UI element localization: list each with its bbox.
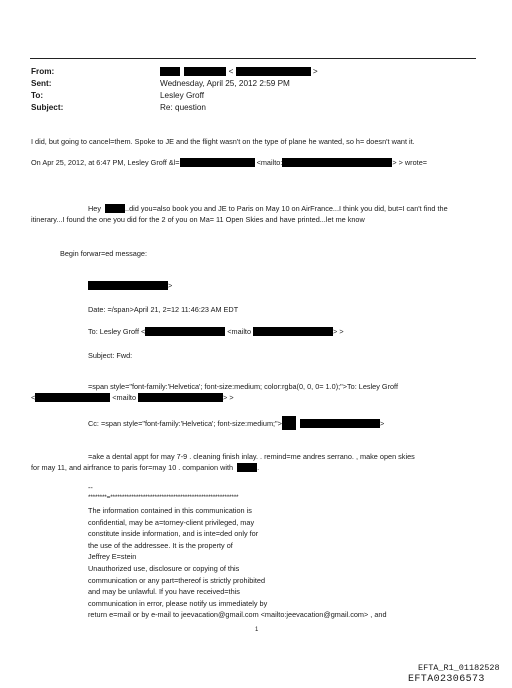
span-line-2-lt: < — [31, 393, 36, 402]
redaction-block — [105, 204, 125, 213]
from-lt: < — [228, 67, 234, 76]
dental-line-2: for may 11, and airfrance to paris for=may 10 . companion with . — [31, 463, 260, 472]
redaction-block — [237, 463, 257, 472]
confidentiality-notice — [88, 505, 448, 621]
span-line-2-mailto: <mailto — [112, 393, 137, 402]
hey-rest: ..did you=also book you and JE to Paris on May 10 on AirFrance...I think you did, but=I can't find the — [125, 204, 448, 213]
conf-line: return e=mail or by e-mail to jeevacation@gmail.com <mailto:jeevacation@gmail.com> , and — [88, 610, 387, 620]
forwarded-from-line — [88, 280, 172, 292]
conf-line: Unauthorized use, disclosure or copying of this — [88, 563, 240, 573]
conf-line: Jeffrey E=stein — [88, 552, 137, 562]
subject-label: Subject: — [31, 103, 64, 112]
hey-line-2: itinerary...I found the one you did for the 2 of you on Ma= 11 Open Skies and have printed...let me know — [31, 215, 365, 224]
to-line-prefix: To: Lesley Groff < — [88, 327, 146, 336]
dental-line: =ake a dental appt for may 7-9 . cleaning finish inlay. . remind=me andres serrano. , make open skies — [88, 452, 415, 461]
dental-line-2-text: for may 11, and airfrance to paris for=may 10 . companion with — [31, 463, 234, 472]
bates-number-2: EFTA02306573 — [408, 674, 485, 685]
redaction-block — [253, 327, 333, 336]
redaction-block — [160, 67, 180, 76]
hey-line — [88, 203, 448, 215]
conf-line: communication or any part=thereof is strictly prohibited — [88, 575, 266, 585]
from-gt: > — [312, 67, 318, 76]
to-label: To: — [31, 91, 44, 100]
cc-gt: > — [379, 419, 385, 428]
hey-prefix: Hey — [88, 204, 101, 213]
redaction-block — [282, 416, 296, 430]
stars-line: ********=******************************************************* — [88, 494, 239, 501]
cc-line — [88, 416, 384, 430]
span-line-2 — [31, 392, 234, 404]
conf-line: communication in error, please notify us immediately by — [88, 598, 268, 608]
bates-number-1: EFTA_R1_01182528 — [418, 663, 500, 673]
quote-intro-prefix: On Apr 25, 2012, at 6:47 PM, Lesley Groff &l= — [31, 158, 180, 167]
from-value — [160, 67, 318, 76]
conf-line: and may be unlawful. If you have received=this — [88, 587, 240, 597]
redaction-block — [145, 327, 225, 336]
forwarded-from-gt: > — [168, 281, 173, 290]
redaction-block — [88, 281, 168, 290]
header-rule — [30, 58, 476, 59]
span-line-2-suffix: > > — [223, 393, 234, 402]
span-line: =span style="font-family:'Helvetica'; font-size:medium; color:rgba(0, 0, 0= 1.0);">To: Lesley Groff — [88, 382, 398, 391]
redaction-block — [138, 393, 223, 402]
redaction-block — [180, 158, 255, 167]
cc-line-text: Cc: =span style="font-family:'Helvetica'; font-size:medium;"> — [88, 419, 282, 428]
redaction-block — [35, 393, 110, 402]
subject-value: Re: question — [160, 103, 206, 112]
signature-dash: -- — [88, 483, 93, 492]
redaction-block — [236, 67, 311, 76]
conf-line: constitute inside information, and is inte=ded only for — [88, 529, 259, 539]
redaction-block — [184, 67, 226, 76]
begin-forwarded: Begin forwar=ed message: — [60, 249, 148, 258]
quote-intro-line — [31, 157, 427, 169]
redaction-block — [300, 419, 380, 428]
to-line — [88, 326, 344, 338]
sent-label: Sent: — [31, 79, 52, 88]
redaction-block — [282, 158, 392, 167]
quote-intro-mailto: <mailto: — [256, 158, 283, 167]
sent-value: Wednesday, April 25, 2012 2:59 PM — [160, 79, 290, 88]
to-line-mailto: <mailto — [227, 327, 252, 336]
conf-line: the use of the addressee. It is the property of — [88, 540, 233, 550]
reply-line: I did, but going to cancel=them. Spoke to JE and the flight wasn't on the type of plane he wanted, so h= doesn't want it. — [31, 137, 415, 146]
from-label: From: — [31, 67, 55, 76]
quote-intro-suffix: > > wrote= — [392, 158, 428, 167]
date-line: Date: =/span>April 21, 2=12 11:46:23 AM EDT — [88, 305, 239, 314]
subject-fwd-line: Subject: Fwd: — [88, 351, 133, 360]
to-value: Lesley Groff — [160, 91, 204, 100]
page-number: 1 — [255, 627, 259, 633]
conf-line: The information contained in this communication is — [88, 506, 252, 515]
to-line-suffix: > > — [333, 327, 344, 336]
conf-line: confidential, may be a=torney-client privileged, may — [88, 517, 255, 527]
